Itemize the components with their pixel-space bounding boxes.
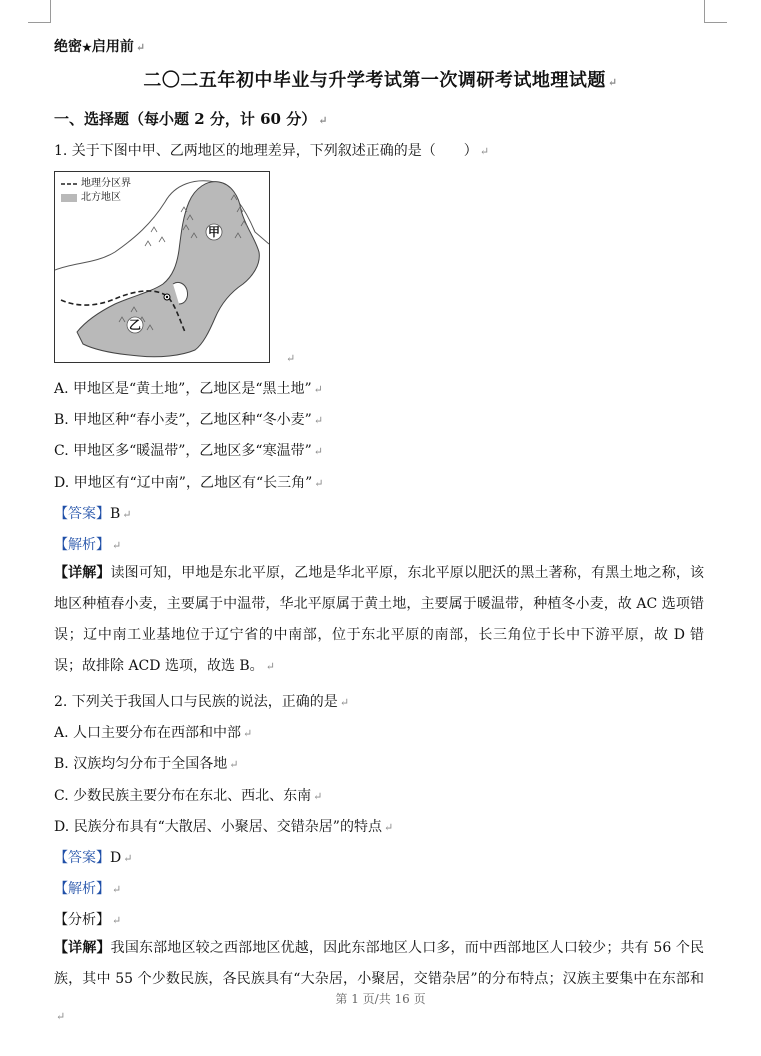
paragraph-mark-icon: ↵ [243, 727, 253, 740]
page-corner-mark-right [704, 0, 727, 23]
q1-option-a [54, 378, 323, 398]
section-heading [54, 108, 327, 129]
q1-option-d [54, 472, 323, 492]
q1-stem [54, 140, 489, 160]
legend-boundary-label: 地理分区界 [81, 178, 131, 189]
north-region-area [77, 182, 259, 357]
paragraph-mark-icon: ↵ [229, 758, 239, 771]
answer-tag: 【答案】 [54, 506, 110, 522]
q1-detail-text: 读图可知，甲地是东北平原，乙地是华北平原，东北平原以肥沃的黑土著称，有黑土地之称，该地区种植春小麦，主要属于中温带，华北平原属于黄土地，主要属于暖温带，种植冬小麦，故 AC 选项错误；辽中南工业基地位于辽宁省的中南部，位于东北平原的南部，长三角位于长中下游平原，故 D 错误；故排除 ACD 选项，故选 B。 [54, 565, 705, 674]
dashed-line-icon [61, 181, 77, 187]
paragraph-mark-icon: ↵ [313, 414, 324, 427]
q1-option-b [54, 409, 323, 429]
q2-answer-value: D [110, 850, 122, 866]
paragraph-mark-icon: ↵ [313, 445, 323, 458]
q2-option-c-text: C. 少数民族主要分布在东北、西北、东南 [54, 788, 312, 804]
page-footer [0, 990, 761, 1007]
page-corner-mark-left [28, 0, 51, 23]
paragraph-mark-icon: ↵ [112, 539, 122, 552]
q2-detail [54, 933, 704, 995]
q1-analysis [54, 534, 121, 554]
fenxi-tag: 【分析】 [54, 912, 110, 928]
q2-option-c [54, 785, 322, 805]
exam-title [0, 66, 761, 92]
secret-suffix: 启用前 [91, 39, 134, 55]
paragraph-mark-icon: ↵ [123, 852, 133, 865]
map-legend [59, 176, 133, 206]
paragraph-mark-icon: ↵ [314, 477, 324, 490]
q1-answer-value: B [110, 506, 121, 522]
capital-dot [166, 296, 168, 298]
q1-stem-text: 1. 关于下图中甲、乙两地区的地理差异，下列叙述正确的是（ ） [54, 143, 478, 159]
q1-answer [54, 503, 132, 523]
star-icon: ★ [82, 41, 92, 54]
q2-detail-text: 我国东部地区较之西部地区优越，因此东部地区人口多，而中西部地区人口较少；共有 56 个民族，其中 55 个少数民族，各民族具有“大杂居，小聚居，交错杂居”的分布特点；汉族主要集中在东部和 [54, 940, 704, 987]
analysis-tag: 【解析】 [54, 881, 110, 897]
secret-header [54, 36, 145, 56]
q2-option-b [54, 753, 238, 773]
paragraph-mark-icon: ↵ [135, 41, 146, 54]
paragraph-mark-icon: ↵ [383, 821, 394, 834]
paragraph-mark-icon: ↵ [313, 790, 323, 803]
answer-tag: 【答案】 [54, 850, 110, 866]
paragraph-mark-icon: ↵ [56, 1010, 66, 1023]
gray-swatch-icon [61, 194, 77, 202]
q1-option-d-text: D. 甲地区有“辽中南”，乙地区有“长三角” [54, 475, 313, 491]
q2-option-d [54, 816, 393, 836]
legend-item-boundary [61, 177, 131, 191]
paragraph-mark-icon: ↵ [112, 883, 122, 896]
q1-option-a-text: A. 甲地区是“黄土地”，乙地区是“黑土地” [54, 381, 312, 397]
section-heading-text: 一、选择题（每小题 2 分，计 60 分） [54, 110, 317, 128]
q2-option-a-text: A. 人口主要分布在西部和中部 [54, 725, 242, 741]
map-label-yi: 乙 [129, 318, 142, 332]
q2-analysis [54, 878, 121, 898]
page-number-text: 第 1 页/共 16 页 [335, 992, 426, 1006]
q1-option-b-text: B. 甲地区种“春小麦”，乙地区种“冬小麦” [54, 412, 312, 428]
q1-option-c [54, 440, 323, 460]
paragraph-mark-icon: ↵ [313, 383, 323, 396]
q2-option-a [54, 722, 252, 742]
q2-option-b-text: B. 汉族均匀分布于全国各地 [54, 756, 228, 772]
legend-north-label: 北方地区 [81, 192, 121, 203]
paragraph-mark-icon: ↵ [339, 696, 350, 709]
q1-map-figure [54, 171, 270, 363]
map-label-jia: 甲 [208, 225, 221, 239]
paragraph-mark-icon: ↵ [286, 352, 296, 365]
q1-option-c-text: C. 甲地区多“暖温带”，乙地区多“寒温带” [54, 443, 312, 459]
secret-label: 绝密 [54, 39, 82, 55]
q2-fenxi [54, 909, 121, 929]
q2-answer [54, 847, 132, 867]
q2-stem-text: 2. 下列关于我国人口与民族的说法，正确的是 [54, 694, 338, 710]
paragraph-mark-icon: ↵ [112, 914, 122, 927]
exam-title-text: 二〇二五年初中毕业与升学考试第一次调研考试地理试题 [143, 70, 606, 91]
q2-stem [54, 691, 349, 711]
paragraph-mark-icon: ↵ [318, 114, 328, 127]
detail-tag: 【详解】 [54, 565, 111, 581]
paragraph-mark-icon: ↵ [265, 660, 275, 673]
paragraph-mark-icon: ↵ [122, 508, 132, 521]
paragraph-mark-icon: ↵ [607, 76, 618, 89]
legend-item-north [61, 191, 131, 205]
analysis-tag: 【解析】 [54, 537, 110, 553]
paragraph-mark-icon: ↵ [479, 145, 490, 158]
q1-detail [54, 558, 704, 682]
detail-tag: 【详解】 [54, 940, 111, 956]
q2-option-d-text: D. 民族分布具有“大散居、小聚居、交错杂居”的特点 [54, 819, 382, 835]
